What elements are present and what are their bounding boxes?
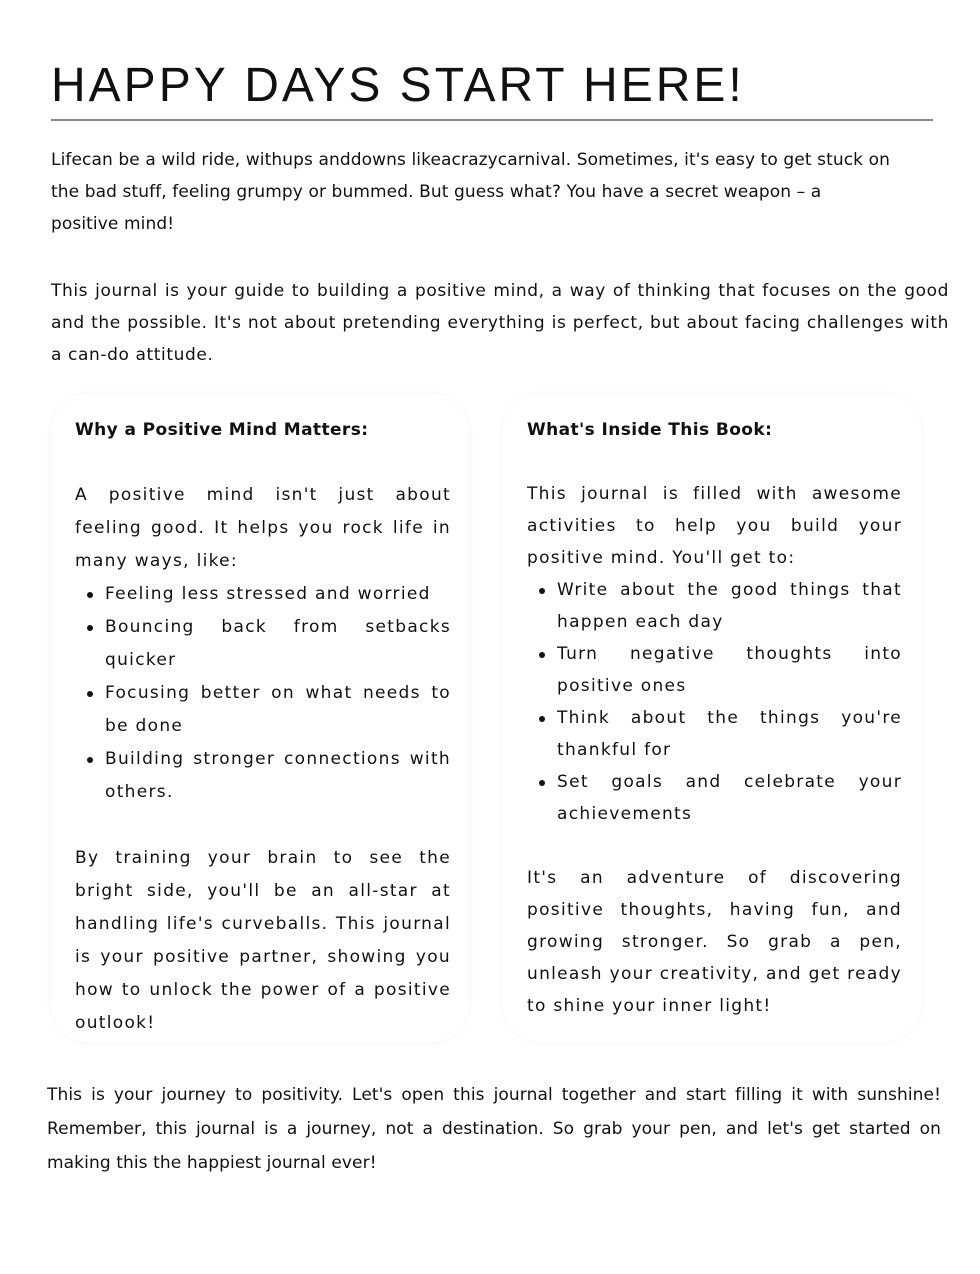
list-item: Set goals and celebrate your achievements — [527, 766, 902, 830]
why-positive-mind-outro: By training your brain to see the bright side, you'll be an all-star at handling life's curveballs. This journal is your positive partner, showing you how to unlock the power of a positive outlook! — [75, 848, 451, 1033]
whats-inside-heading: What's Inside This Book: — [527, 420, 773, 440]
list-item: Focusing better on what needs to be done — [75, 677, 451, 743]
intro-paragraph-1: Lifecan be a wild ride, withups anddowns likeacrazycarnival. Sometimes, it's easy to get stuck on the bad stuff, feeling grumpy or bummed. But guess what? You have a secret weapon – a positive mind! — [51, 150, 890, 234]
spacer — [527, 830, 902, 862]
activities-list — [527, 574, 902, 830]
why-positive-mind-heading: Why a Positive Mind Matters: — [75, 420, 369, 440]
list-item: Building stronger connections with others. — [75, 743, 451, 809]
whats-inside-body — [527, 478, 902, 1022]
list-item: Write about the good things that happen each day — [527, 574, 902, 638]
intro-paragraph-2: This journal is your guide to building a positive mind, a way of thinking that focuses on the good and the possible. It's not about pretending everything is perfect, but about facing challenges with a can-do attitude. — [51, 281, 949, 365]
why-positive-mind-intro: A positive mind isn't just about feeling good. It helps you rock life in many ways, like: — [75, 485, 451, 571]
whats-inside-outro: It's an adventure of discovering positive thoughts, having fun, and growing stronger. So grab a pen, unleash your creativity, and get ready to shine your inner light! — [527, 868, 902, 1016]
why-positive-mind-body — [75, 479, 451, 1040]
whats-inside-intro: This journal is filled with awesome activities to help you build your positive mind. You'll get to: — [527, 484, 902, 568]
title-divider — [51, 119, 933, 121]
list-item: Bouncing back from setbacks quicker — [75, 611, 451, 677]
list-item: Feeling less stressed and worried — [75, 578, 451, 611]
closing-paragraph: This is your journey to positivity. Let's open this journal together and start filling it with sunshine! Remember, this journal is a journey, not a destination. So grab your pen, and let's get started on making this the happiest journal ever! — [47, 1085, 941, 1173]
list-item: Think about the things you're thankful for — [527, 702, 902, 766]
page-title: HAPPY DAYS START HERE! — [51, 59, 745, 112]
benefits-list — [75, 578, 451, 809]
spacer — [75, 809, 451, 842]
list-item: Turn negative thoughts into positive ones — [527, 638, 902, 702]
